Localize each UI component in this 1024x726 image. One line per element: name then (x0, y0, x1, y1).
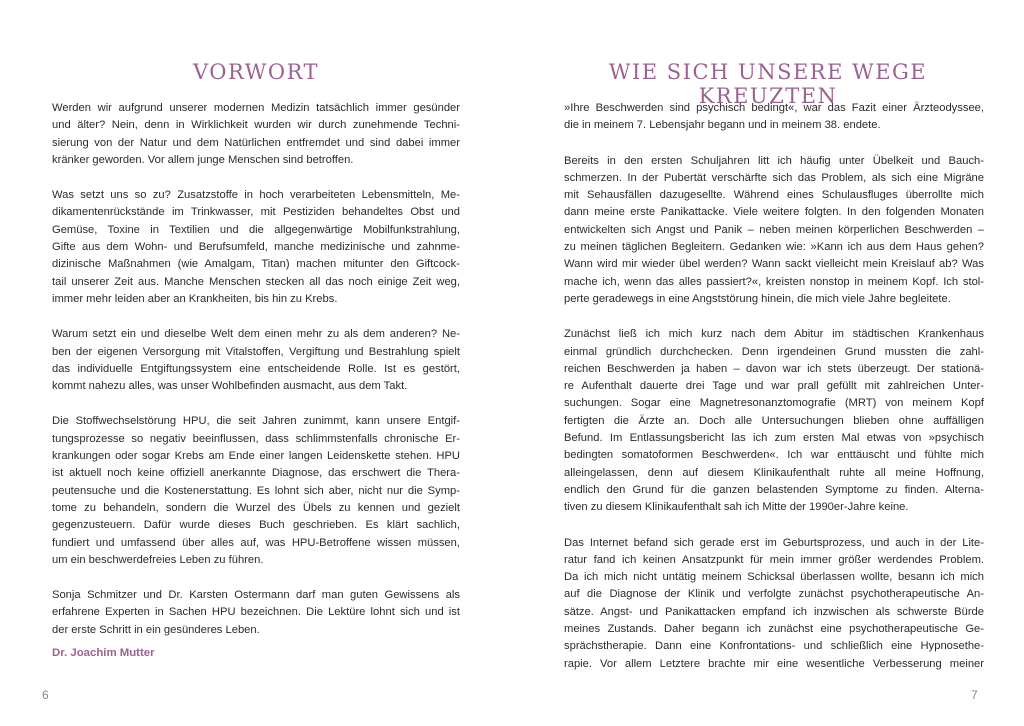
text-line: perte geradewegs in eine Angststörung hinein, die mich viele Jahre begleitete. (564, 292, 951, 305)
text-line: Da ich mich nicht untätig meinem Schicksal überlassen wollte, besann ich mich (564, 571, 984, 584)
text-line: schmerzen. In der Pubertät verschärfte sich das Problem, als sich eine Migräne (564, 171, 984, 184)
text-line: zu meinen täglichen Begleitern. Gedanken wie: »Kann ich aus dem Haus gehen? (564, 241, 984, 254)
right-page (512, 0, 1024, 726)
text-line: Bereits in den ersten Schuljahren litt ich häufig unter Übelkeit und Bauch- (564, 154, 984, 167)
text-line: gegenzusteuern. Dafür wurde dieses Buch geschrieben. Es klärt sachlich, (52, 519, 460, 532)
paragraph (564, 100, 984, 135)
text-line: tiven zu diesem Klinikaufenthalt sah ich Mitte der 1990er-Jahre keine. (564, 501, 909, 514)
paragraph (52, 187, 460, 308)
page-title: VORWORT (192, 60, 320, 84)
text-line: Warum setzt ein und dieselbe Welt dem einen mehr zu als dem anderen? Ne- (52, 328, 460, 341)
text-line: fertigten die Ärzte an. Doch alle Untersuchungen blieben ohne auffälligen (564, 414, 984, 427)
text-line: Gemüse, Toxine in Textilien und die allgegenwärtige Mobilfunkstrahlung, (52, 223, 460, 236)
text-line: immer mehr leiden aber an Krankheiten, bis hin zu Krebs. (52, 292, 338, 305)
text-line: meines Zustands. Daher begann ich zunächst eine psychotherapeutische Ge- (564, 623, 984, 636)
text-line: mit Sehausfällen dazugesellte. Während eines Schulausfluges überrollte mich (564, 189, 984, 202)
page-body (564, 100, 984, 691)
text-line: kränker geworden. Vor allem junge Menschen sind betroffen. (52, 153, 354, 166)
text-line: tome zu behandeln, sondern die Wurzel des Übels zu kennen und gezielt (52, 501, 460, 514)
text-line: ratur fand ich keinen Ansatzpunkt für mein immer größer werdendes Problem. (564, 553, 984, 566)
text-line: Was setzt uns so zu? Zusatzstoffe in hoch verarbeiteten Lebensmitteln, Me- (52, 189, 460, 202)
text-line: mache ich, wenn das alles passiert?«, kreisten nonstop in meinem Kopf. Ich stol- (564, 275, 984, 288)
page-body (52, 100, 460, 657)
text-line: ben der eigenen Versorgung mit Vitalstoffen, Vergiftung und Bestrahlung spielt (52, 345, 460, 358)
text-line: alleingelassen, denn auf diesem Klinikaufenthalt ruhte all meine Hoffnung, (564, 466, 984, 479)
text-line: Sonja Schmitzer und Dr. Karsten Ostermann darf man guten Gewissens als (52, 589, 460, 602)
text-line: Gifte aus dem Wohn- und Berufsumfeld, manche medizinische und zahnme- (52, 241, 460, 254)
text-line: bedingten somatoformen Beschwerden«. Ich war enttäuscht und fühlte mich (564, 449, 984, 462)
paragraph (52, 326, 460, 395)
text-line: tail unserer Zeit aus. Manche Menschen stecken all das noch einige Zeit weg, (52, 275, 460, 288)
page-title: WIE SICH UNSERE WEGE KREUZTEN (608, 60, 928, 108)
text-line: re Aufenthalt dauerte drei Tage und war prall gefüllt mit zahlreichen Unter- (564, 380, 984, 393)
paragraph (52, 587, 460, 639)
text-line: krankungen oder sogar Krebs am Ende einer langen Leidenskette stehen. HPU (52, 450, 460, 463)
text-line: Werden wir aufgrund unserer modernen Medizin tatsächlich immer gesünder (52, 102, 460, 114)
paragraph (52, 413, 460, 569)
text-line: Wann wird mir wieder übel werden? Wann sackt vielleicht mein Kreislauf ab? Was (564, 258, 984, 271)
text-line: Das Internet befand sich gerade erst im Geburtsprozess, und auch in der Lite- (564, 536, 984, 549)
paragraph (564, 153, 984, 309)
text-line: dikamentenrückstände im Trinkwasser, mit Pestiziden behandeltes Obst und (52, 206, 460, 219)
paragraph (564, 535, 984, 673)
text-line: der erste Schritt in ein gesünderes Leben. (52, 623, 260, 636)
text-line: »Ihre Beschwerden sind psychisch bedingt«, war das Fazit einer Ärzteodyssee, (564, 102, 984, 114)
text-line: peutensuche und die Kostenerstattung. Es lohnt sich aber, nicht nur die Symp- (52, 484, 460, 497)
text-line: die in meinem 7. Lebensjahr begann und in meinem 38. endete. (564, 119, 881, 132)
text-line: dann meine erste Panikattacke. Viele weitere folgten. In den folgenden Monaten (564, 206, 984, 219)
text-line: endlich den Grund für die ganzen belastenden Symptome zu finden. Alterna- (564, 483, 984, 496)
text-line: sierung von der Natur und dem Natürlichen entfremdet und sind dabei immer (52, 136, 460, 149)
text-line: auf die Diagnose der Klinik und verfolgte zunächst psychotherapeutische An- (564, 588, 984, 601)
text-line: Befund. Im Entlassungsbericht las ich zum ersten Mal etwas von »psychisch (564, 432, 984, 445)
text-line: einmal gründlich durchchecken. Denn irgendeinen Grund mussten die zahl- (564, 345, 984, 358)
text-line: erfahrene Experten in Sachen HPU bezeichnen. Die Lektüre lohnt sich und ist (52, 606, 460, 619)
text-line: fundiert und umfassend über alles auf, was HPU-Betroffene wissen müssen, (52, 536, 460, 549)
text-line: entwickelten sich Angst und Panik – neben meinen körperlichen Beschwerden – (564, 223, 984, 236)
text-line: suchungen. Sogar eine Magnetresonanztomografie (MRT) von meinem Kopf (564, 397, 984, 410)
text-line: um ein beschwerdefreies Leben zu führen. (52, 553, 264, 566)
paragraph (52, 100, 460, 169)
text-line: reichen Beschwerden ja haben – davon war ich stets überzeugt. Der stationä- (564, 362, 984, 375)
text-line: ist aktuell noch keine offiziell anerkannte Diagnose, das erschwert die Thera- (52, 467, 460, 480)
text-line: kommt nahezu alles, was unser Wohlbefinden ausmacht, aus dem Takt. (52, 380, 408, 393)
page-number: 6 (42, 688, 49, 702)
author-signature: Dr. Joachim Mutter (52, 647, 155, 659)
text-line: sätze. Angst- und Panikattacken empfand ich inzwischen als schwerste Bürde (564, 605, 984, 618)
text-line: Zunächst ließ ich mich kurz nach dem Abitur im städtischen Krankenhaus (564, 328, 984, 341)
text-line: tungsprozesse so negativ beeinflussen, dass schlimmstenfalls chronische Er- (52, 432, 460, 445)
text-line: rapie. Vor allem Letztere brachte mir eine wesentliche Verbesserung meiner (564, 657, 984, 670)
text-line: Die Stoffwechselstörung HPU, die seit Jahren zunimmt, kann unsere Entgif- (52, 415, 460, 428)
text-line: und älter? Nein, denn in Wirklichkeit wurden wir durch zunehmende Techni- (52, 119, 460, 132)
paragraph (564, 326, 984, 516)
text-line: dizinische Maßnahmen (wie Amalgam, Titan) machen mitunter den Giftcock- (52, 258, 460, 271)
page-number: 7 (971, 688, 978, 702)
text-line: sprächstherapie. Dann eine Konfrontations- und schließlich eine Hypnosethe- (564, 640, 984, 653)
text-line: das individuelle Entgiftungssystem eine entscheidende Rolle. Ist es gestört, (52, 362, 460, 375)
